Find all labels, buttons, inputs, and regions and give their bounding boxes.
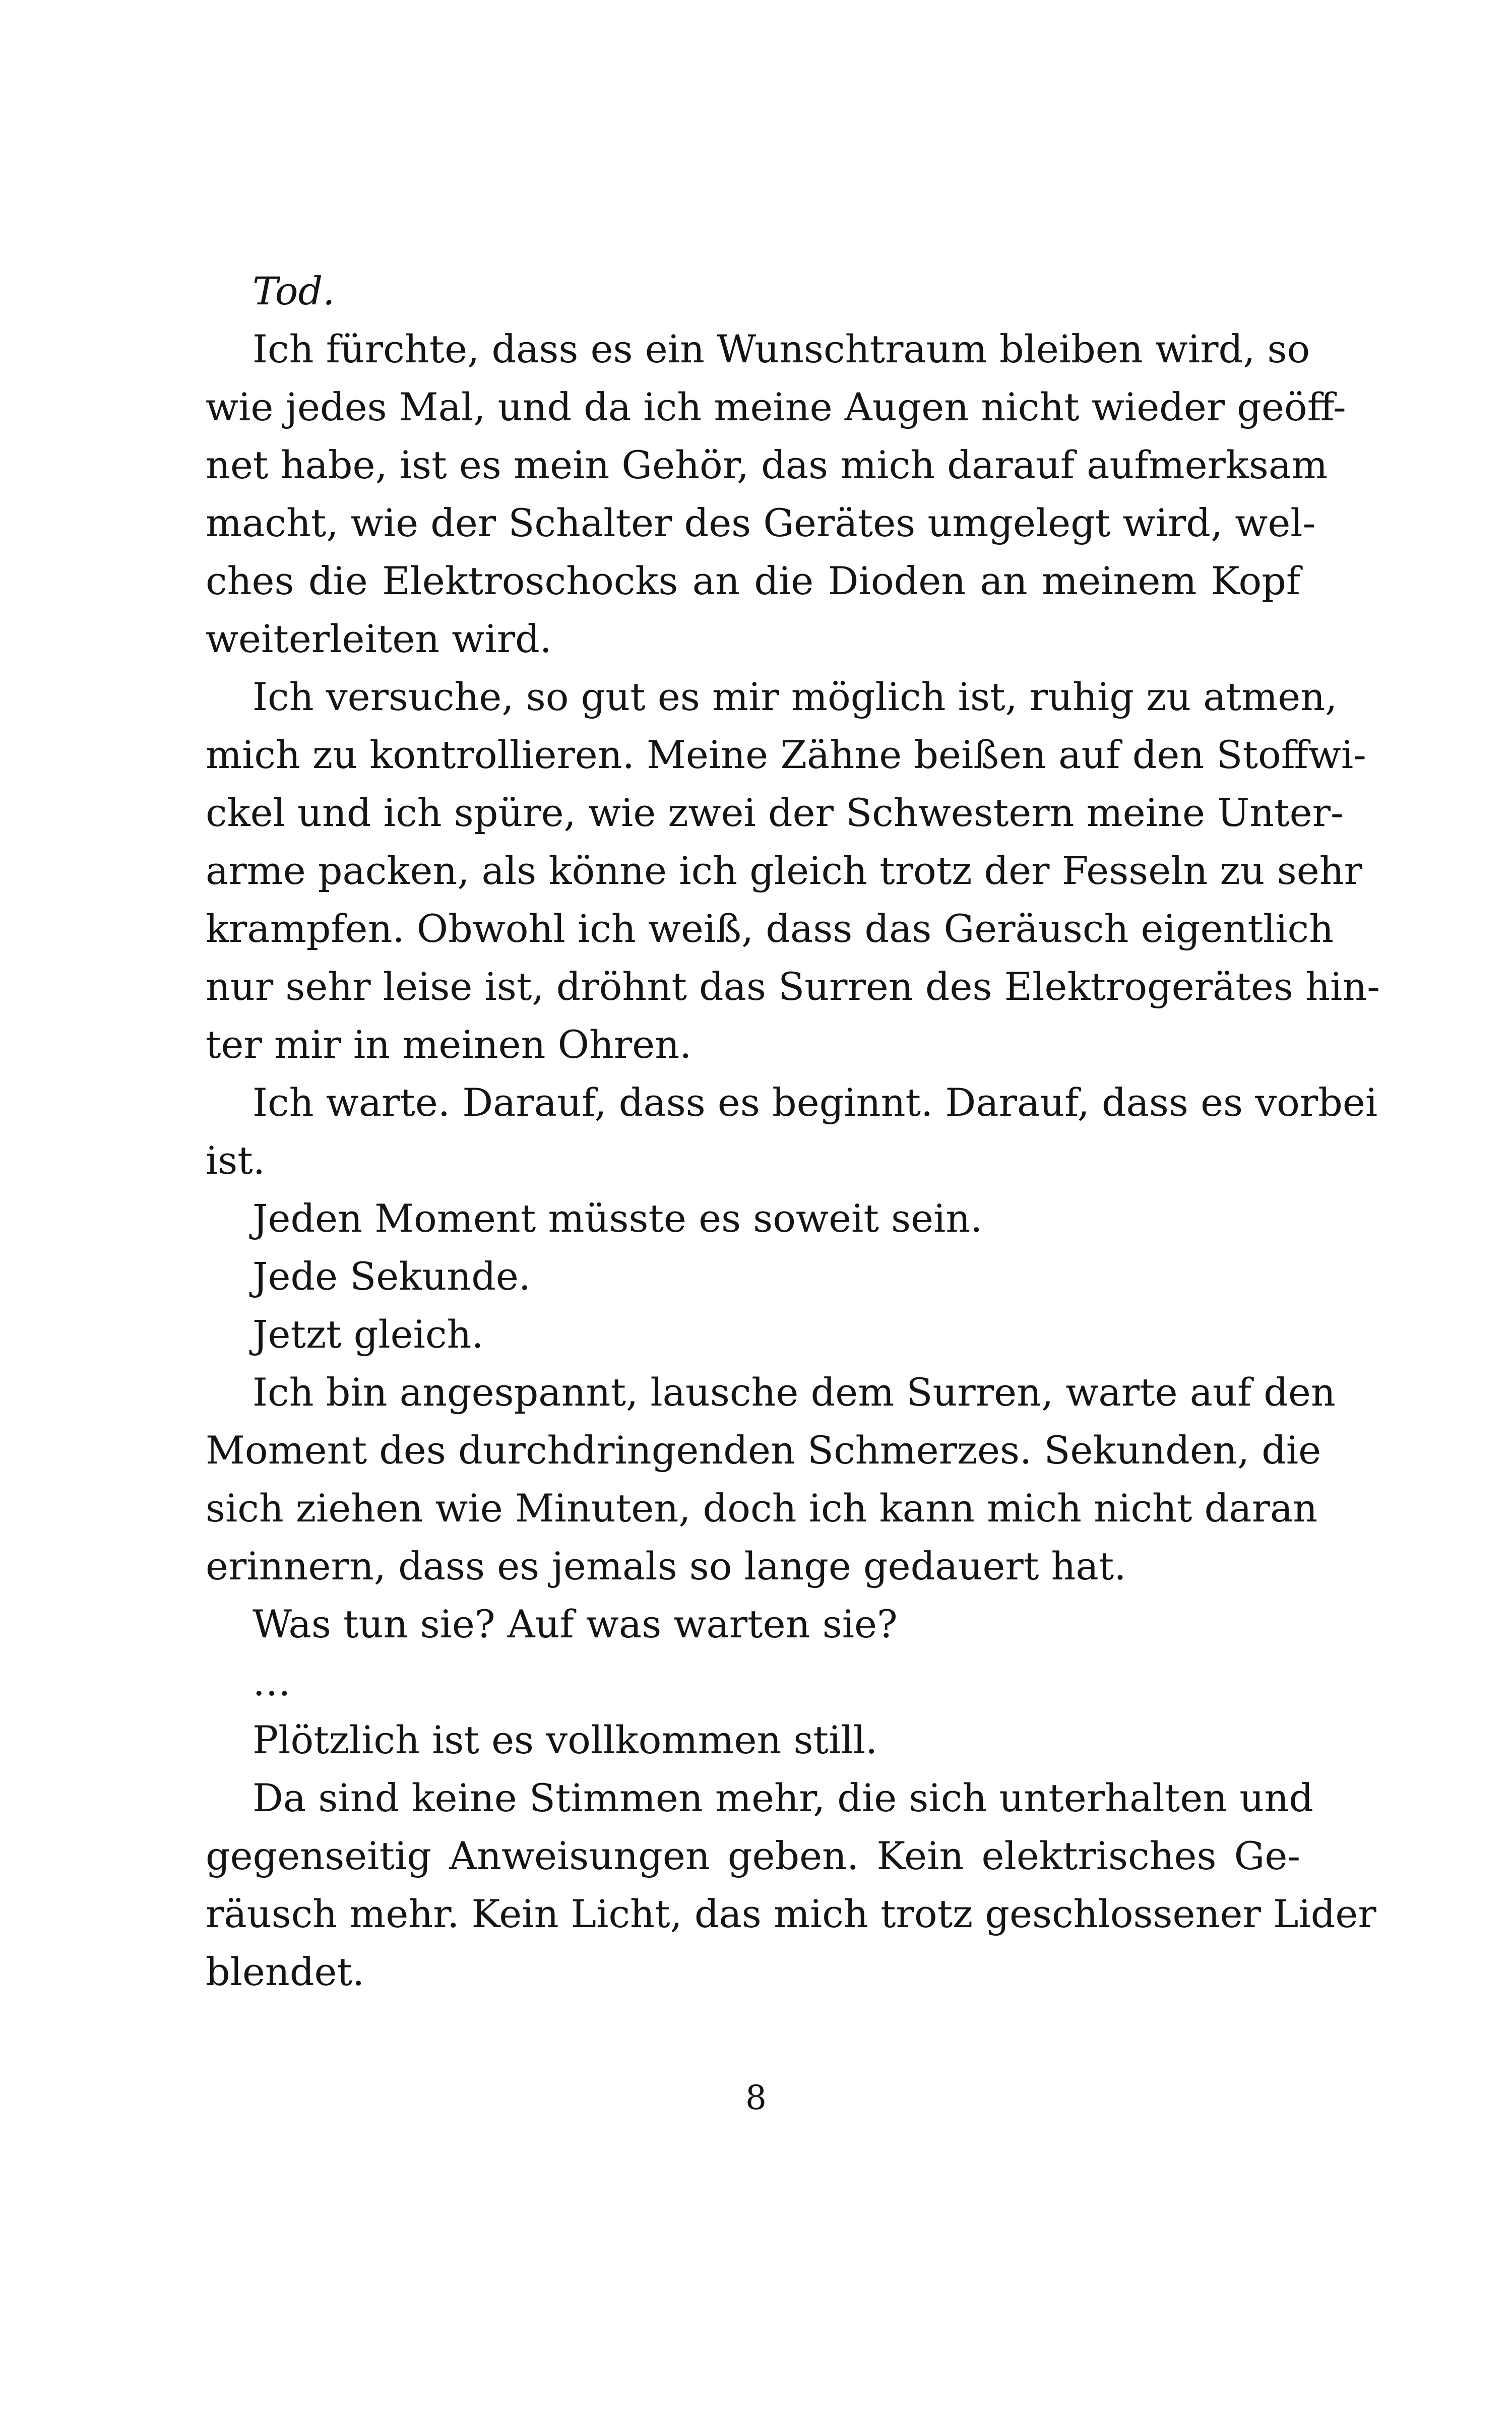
text-line: krampfen. Obwohl ich weiß, dass das Geräusch eigentlich: [206, 906, 1334, 951]
text-line: Plötzlich ist es vollkommen still.: [253, 1718, 878, 1762]
text-line: nur sehr leise ist, dröhnt das Surren des Elektrogerätes hin-: [206, 964, 1380, 1009]
text-line: Jede Sekunde.: [253, 1254, 531, 1299]
text-line: mich zu kontrollieren. Meine Zähne beißen auf den Stoffwi-: [206, 732, 1366, 777]
text-line: erinnern, dass es jemals so lange gedauert hat.: [206, 1544, 1126, 1588]
body-text: [206, 262, 1380, 2001]
text-line: gegenseitig Anweisungen geben. Kein elektrisches Ge-: [206, 1833, 1300, 1878]
text-line: blendet.: [206, 1949, 365, 1994]
text-line: macht, wie der Schalter des Gerätes umgelegt wird, wel-: [206, 500, 1316, 545]
text-line: Ich versuche, so gut es mir möglich ist, ruhig zu atmen,: [253, 674, 1338, 719]
text-line: net habe, ist es mein Gehör, das mich darauf aufmerksam: [206, 442, 1328, 487]
text-line: weiterleiten wird.: [206, 616, 552, 661]
text-line: ckel und ich spüre, wie zwei der Schwestern meine Unter-: [206, 790, 1344, 835]
text-line: Jeden Moment müsste es soweit sein.: [253, 1196, 983, 1241]
text-line: Ich warte. Darauf, dass es beginnt. Darauf, dass es vorbei: [253, 1080, 1378, 1125]
text-line: wie jedes Mal, und da ich meine Augen nicht wieder geöff-: [206, 385, 1346, 429]
text-line: Da sind keine Stimmen mehr, die sich unterhalten und: [253, 1775, 1313, 1820]
text-line: ter mir in meinen Ohren.: [206, 1022, 692, 1067]
text-line: …: [253, 1660, 291, 1704]
page-number: 8: [745, 2078, 767, 2117]
text-line: Tod.: [253, 269, 335, 313]
text-line: Moment des durchdringenden Schmerzes. Sekunden, die: [206, 1428, 1321, 1473]
text-line: arme packen, als könne ich gleich trotz der Fesseln zu sehr: [206, 848, 1362, 893]
text-line: Jetzt gleich.: [253, 1312, 484, 1357]
text-line: sich ziehen wie Minuten, doch ich kann mich nicht daran: [206, 1486, 1318, 1531]
text-line: ches die Elektroschocks an die Dioden an meinem Kopf: [206, 558, 1300, 603]
text-line: Ich fürchte, dass es ein Wunschtraum bleiben wird, so: [253, 327, 1310, 371]
text-line: ist.: [206, 1138, 266, 1183]
text-line: räusch mehr. Kein Licht, das mich trotz geschlossener Lider: [206, 1891, 1376, 1936]
text-line: Was tun sie? Auf was warten sie?: [253, 1602, 898, 1646]
text-line: Ich bin angespannt, lausche dem Surren, warte auf den: [253, 1370, 1336, 1415]
